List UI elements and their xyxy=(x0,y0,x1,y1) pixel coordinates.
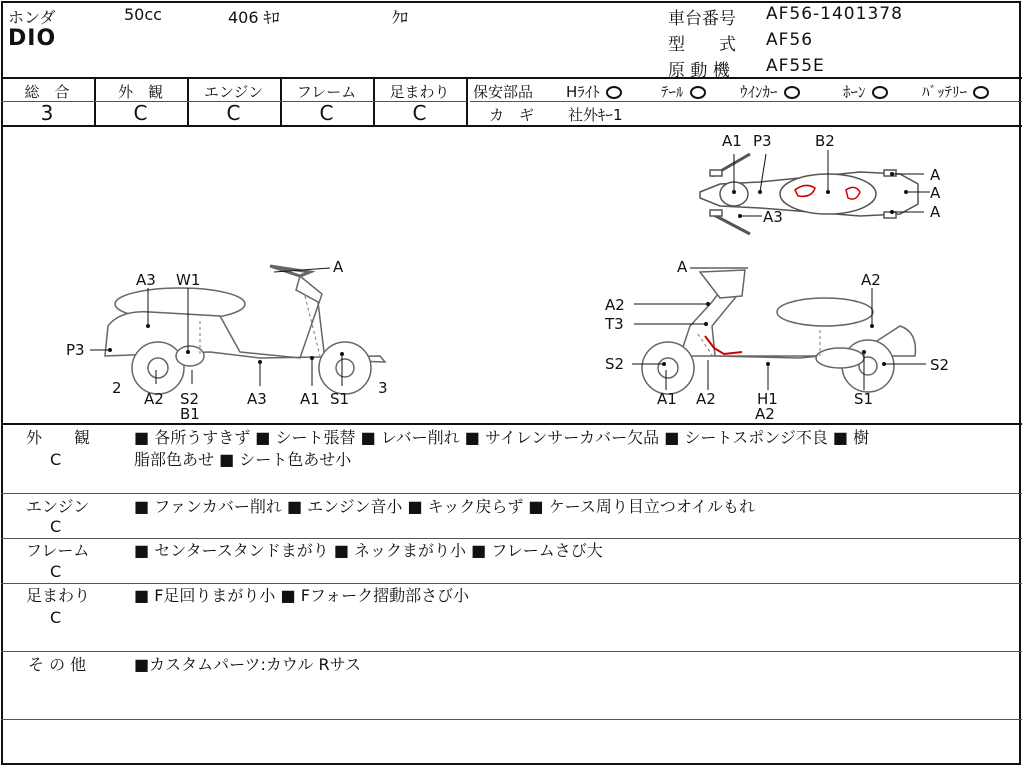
note-frame-line1: ■ センタースタンドまがり ■ ネックまがり小 ■ フレームさび大 xyxy=(134,541,603,560)
safety-winker xyxy=(740,81,800,102)
grade-suspension-value: C xyxy=(412,101,427,125)
safety-headlight-label: Hﾗｲﾄ xyxy=(566,83,600,101)
safety-battery-label: ﾊﾞｯﾃﾘｰ xyxy=(922,83,968,101)
note-exterior-label: 外 観 xyxy=(26,428,91,447)
label-right-s2: S2 xyxy=(605,355,625,373)
label-top-a-2: A xyxy=(930,184,941,202)
label-left-s1: S1 xyxy=(330,390,350,408)
safety-horn xyxy=(843,81,888,102)
engine-value: AF55E xyxy=(766,56,825,76)
safety-battery xyxy=(922,81,989,102)
grade-exterior-label: 外 観 xyxy=(117,83,163,101)
divider xyxy=(1,651,1022,652)
divider xyxy=(466,78,468,126)
ok-circle-icon xyxy=(872,86,888,99)
label-right-a1: A1 xyxy=(657,390,677,408)
label-left-a2: A2 xyxy=(144,390,164,408)
note-exterior-line2: 脂部色あせ ■ シート色あせ小 xyxy=(134,450,352,469)
key-label: カ ギ xyxy=(489,106,535,124)
label-left-a: A xyxy=(333,258,344,276)
note-frame-grade: C xyxy=(50,562,62,581)
engine-label: 原 動 機 xyxy=(668,61,730,81)
label-top-a-1: A xyxy=(930,166,941,184)
label-right-a2: A2 xyxy=(605,296,625,314)
note-frame-label: フレーム xyxy=(26,541,90,560)
label-right-a2-top: A2 xyxy=(861,271,881,289)
label-right-a2-lower: A2 xyxy=(755,405,775,423)
maker: ホンダ xyxy=(8,8,56,27)
grade-frame-label: フレーム xyxy=(296,83,357,101)
label-top-a3: A3 xyxy=(763,208,783,226)
ok-circle-icon xyxy=(606,86,622,99)
label-right-h1: H1 xyxy=(757,390,778,408)
note-suspension-grade: C xyxy=(50,608,62,627)
grade-frame-value: C xyxy=(319,101,334,125)
label-top-a-3: A xyxy=(930,203,941,221)
label-top-p3: P3 xyxy=(753,132,772,150)
color: ｸﾛ xyxy=(392,8,409,27)
note-exterior-line1: ■ 各所うすきず ■ シート張替 ■ レバー削れ ■ サイレンサーカバー欠品 ■ シートスポンジ不良 ■ 樹 xyxy=(134,428,870,447)
note-engine-label: エンジン xyxy=(26,497,90,516)
grade-total-label: 総 合 xyxy=(24,83,70,101)
label-left-p3: P3 xyxy=(66,341,85,359)
safety-tail-label: ﾃｰﾙ xyxy=(661,83,684,101)
grade-engine-value: C xyxy=(226,101,241,125)
safety-winker-label: ｳｲﾝｶｰ xyxy=(740,83,778,101)
note-other-line1: ■カスタムパーツ:カウル Rサス xyxy=(134,655,361,674)
frame-no: AF56-1401378 xyxy=(766,4,903,24)
model-name: DIO xyxy=(8,26,57,51)
safety-horn-label: ﾎｰﾝ xyxy=(843,83,866,101)
label-right-s1: S1 xyxy=(854,390,874,408)
key-value: 社外ｷｰ1 xyxy=(568,106,623,124)
safety-tail xyxy=(661,81,706,102)
type-label: 型 式 xyxy=(668,35,736,55)
note-other-label: そ の 他 xyxy=(28,655,87,674)
safety-headlight xyxy=(566,81,622,102)
label-top-a1: A1 xyxy=(722,132,742,150)
label-left-a3: A3 xyxy=(136,271,156,289)
note-engine-grade: C xyxy=(50,517,62,536)
label-right-t3: T3 xyxy=(605,315,624,333)
label-top-b2: B2 xyxy=(815,132,835,150)
divider xyxy=(1,583,1022,584)
damage-diagram xyxy=(0,126,1024,424)
label-left-a1: A1 xyxy=(300,390,320,408)
ok-circle-icon xyxy=(973,86,989,99)
label-right-a: A xyxy=(677,258,688,276)
grade-engine-label: エンジン xyxy=(203,83,264,101)
grade-total-value: 3 xyxy=(40,101,54,125)
note-suspension-label: 足まわり xyxy=(26,586,91,605)
safety-label: 保安部品 xyxy=(473,83,534,101)
divider xyxy=(1,493,1022,494)
frame-no-label: 車台番号 xyxy=(668,9,736,29)
label-right-a2-bottom: A2 xyxy=(696,390,716,408)
label-left-w1: W1 xyxy=(176,271,201,289)
divider xyxy=(1,423,1022,425)
mileage: 406 ｷﾛ xyxy=(228,8,280,27)
label-left-3: 3 xyxy=(378,379,388,397)
note-exterior-grade: C xyxy=(50,450,62,469)
note-suspension-line1: ■ F足回りまがり小 ■ Fフォーク摺動部さび小 xyxy=(134,586,470,605)
label-left-s2: S2 xyxy=(180,390,200,408)
divider xyxy=(1,538,1022,539)
grade-exterior-value: C xyxy=(133,101,148,125)
label-right-s2-rear: S2 xyxy=(930,356,950,374)
note-engine-line1: ■ ファンカバー削れ ■ エンジン音小 ■ キック戻らず ■ ケース周り目立つオイルもれ xyxy=(134,497,756,516)
label-left-a3-bottom: A3 xyxy=(247,390,267,408)
label-left-2: 2 xyxy=(112,379,122,397)
scooter-top-view xyxy=(700,154,918,234)
type-value: AF56 xyxy=(766,30,814,50)
divider xyxy=(1,77,1022,79)
panel-seam-lines xyxy=(698,330,820,358)
displacement: 50cc xyxy=(124,5,162,24)
divider xyxy=(1,719,1022,720)
ok-circle-icon xyxy=(784,86,800,99)
grade-suspension-label: 足まわり xyxy=(389,83,450,101)
label-left-b1: B1 xyxy=(180,405,200,423)
ok-circle-icon xyxy=(690,86,706,99)
